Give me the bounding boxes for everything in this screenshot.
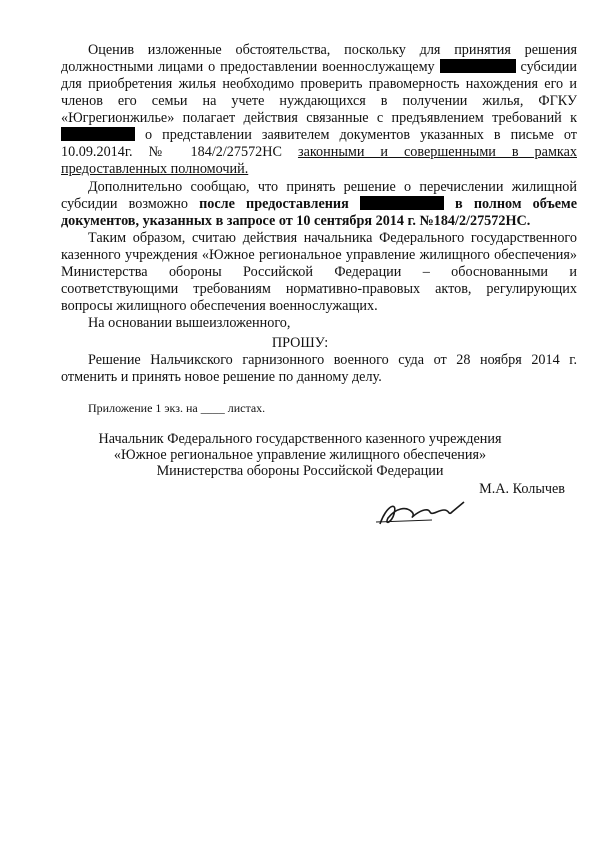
text-segment: Министерства обороны Российской Федерации bbox=[156, 463, 444, 479]
text-segment: 10.09.2014г. № 184/2/27572НС bbox=[61, 144, 298, 160]
text-segment: вопросы жилищного обеспечения военнослужащих. bbox=[61, 298, 378, 314]
text-line bbox=[88, 315, 577, 332]
redaction-block bbox=[61, 127, 135, 141]
text-segment: Дополнительно сообщаю, что принять решение о перечислении жилищной bbox=[88, 179, 577, 195]
underlined-text: предоставленных полномочий. bbox=[61, 161, 249, 177]
text-line bbox=[0, 431, 600, 448]
text-segment: «Южное региональное управление жилищного обеспечения» bbox=[113, 447, 487, 463]
text-line bbox=[61, 298, 577, 315]
text-segment: отменить и принять новое решение по данному делу. bbox=[61, 369, 382, 385]
text-segment: Начальник Федерального государственного казенного учреждения bbox=[98, 431, 502, 447]
text-line bbox=[61, 213, 577, 230]
redaction-block bbox=[440, 59, 516, 73]
text-line bbox=[61, 127, 577, 144]
text-line bbox=[88, 42, 577, 59]
text-line bbox=[88, 352, 577, 369]
text-segment: Министерства обороны Российской Федерации – обоснованными и bbox=[61, 264, 577, 280]
text-segment: Оценив изложенные обстоятельства, поскольку для принятия решения bbox=[88, 42, 577, 58]
bold-text: документов, указанных в запросе от 10 сентября 2014 г. №184/2/27572НС. bbox=[61, 213, 531, 229]
text-segment: членов его семьи на учете нуждающихся в получении жилья, ФГКУ bbox=[61, 93, 577, 109]
text-segment: Решение Нальчикского гарнизонного военного суда от 28 ноября 2014 г. bbox=[88, 352, 577, 368]
text-line bbox=[61, 93, 577, 110]
text-segment: Приложение 1 экз. на ____ листах. bbox=[88, 401, 266, 415]
text-line bbox=[61, 59, 577, 76]
text-segment: казенного учреждения «Южное региональное управление жилищного обеспечения» bbox=[61, 247, 577, 263]
text-line bbox=[88, 179, 577, 196]
text-line bbox=[61, 281, 577, 298]
text-segment: соответствующими требованиям нормативно-правовых актов, регулирующих bbox=[61, 281, 577, 297]
text-segment: должностными лицами о предоставлении военнослужащему bbox=[61, 59, 440, 75]
text-line bbox=[61, 196, 577, 213]
underlined-text: законными и совершенными в рамках bbox=[297, 144, 577, 160]
text-line bbox=[61, 110, 577, 127]
bold-text: после предоставления bbox=[199, 196, 360, 212]
text-line bbox=[0, 463, 600, 480]
text-segment: На основании вышеизложенного, bbox=[88, 315, 291, 331]
text-segment: Таким образом, считаю действия начальника Федерального государственного bbox=[88, 230, 577, 246]
text-segment: субсидии bbox=[515, 59, 577, 75]
text-line bbox=[0, 335, 600, 352]
text-line bbox=[61, 161, 577, 178]
text-line bbox=[61, 247, 577, 264]
text-line bbox=[0, 481, 565, 498]
text-line bbox=[61, 264, 577, 281]
text-segment: «Югрегионжилье» полагает действия связанные с предъявлением требований к bbox=[61, 110, 577, 126]
text-line bbox=[0, 447, 600, 464]
text-segment: ПРОШУ: bbox=[271, 335, 329, 351]
text-segment: М.А. Колычев bbox=[479, 481, 565, 497]
text-line bbox=[88, 400, 577, 417]
text-line bbox=[61, 369, 577, 386]
bold-text: в полном объеме bbox=[443, 196, 578, 212]
text-segment: субсидии возможно bbox=[61, 196, 200, 212]
text-segment: для приобретения жилья необходимо проверить правомерность нахождения его и bbox=[61, 76, 577, 92]
text-line bbox=[61, 144, 577, 161]
redaction-block bbox=[360, 196, 444, 210]
text-line bbox=[88, 230, 577, 247]
text-line bbox=[61, 76, 577, 93]
text-segment: о представлении заявителем документов указанных в письме от bbox=[135, 127, 577, 143]
signature-icon bbox=[372, 494, 472, 534]
